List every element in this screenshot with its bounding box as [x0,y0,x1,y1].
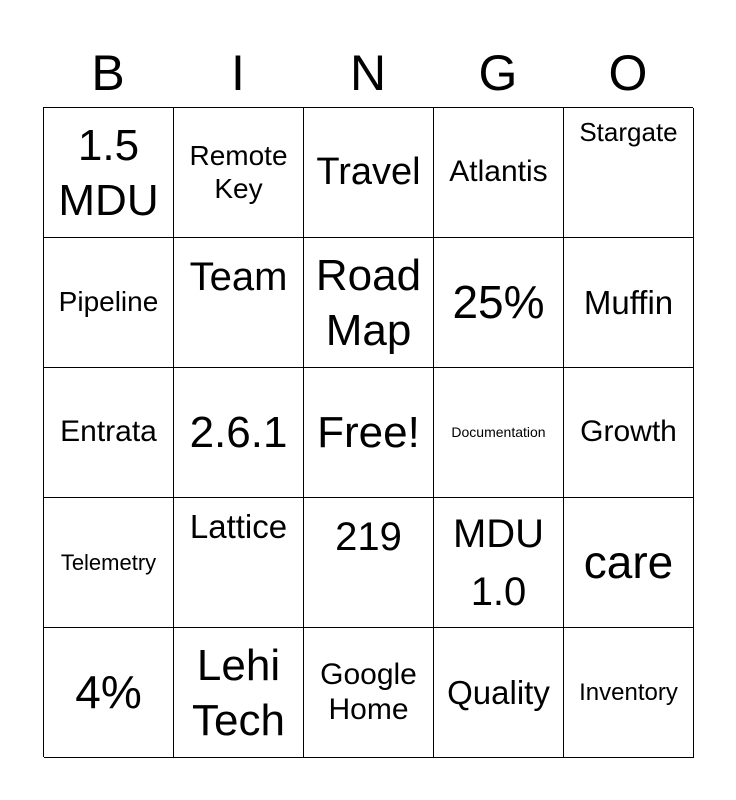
cell-label: Free! [317,408,420,457]
cell-label: Lattice [189,508,288,545]
cell-label: 2.6.1 [189,408,288,457]
bingo-header [43,40,693,106]
cell-label: Documentation [451,424,546,441]
bingo-cell[interactable] [44,368,174,498]
cell-label: MDU 1.0 [452,511,545,614]
cell-label: Inventory [579,678,678,706]
bingo-cell[interactable] [44,628,174,758]
bingo-cell[interactable] [434,368,564,498]
cell-label: Google Home [320,658,417,726]
bingo-cell[interactable] [304,498,434,628]
bingo-cell[interactable] [304,108,434,238]
header-letter-n: N [349,45,387,101]
bingo-cell[interactable] [174,238,304,368]
cell-label: Muffin [583,283,674,321]
cell-label: Stargate [579,117,678,147]
bingo-cell[interactable] [434,498,564,628]
bingo-cell[interactable] [304,368,434,498]
cell-label: 219 [335,515,402,559]
cell-label: Atlantis [449,155,548,189]
bingo-cell[interactable] [44,108,174,238]
header-letter-g: G [478,45,518,101]
bingo-cell[interactable] [434,628,564,758]
cell-label: Travel [316,150,421,193]
cell-label: Quality [447,673,550,711]
bingo-cell[interactable] [174,628,304,758]
cell-label: 4% [75,665,142,718]
bingo-board [43,107,693,757]
bingo-cell[interactable] [564,108,694,238]
cell-label: 1.5 MDU [58,120,159,225]
bingo-cell[interactable] [564,238,694,368]
cell-label: Pipeline [58,286,159,318]
bingo-cell[interactable] [174,368,304,498]
bingo-cell[interactable] [44,498,174,628]
bingo-cell[interactable] [564,498,694,628]
bingo-cell[interactable] [304,628,434,758]
cell-label: Telemetry [60,549,157,575]
cell-label: Team [189,255,288,299]
cell-label: Remote Key [189,140,288,204]
bingo-cell[interactable] [564,368,694,498]
header-letter-b: B [91,45,125,101]
cell-label: Lehi Tech [192,640,285,745]
bingo-cell[interactable] [174,108,304,238]
bingo-cell[interactable] [44,238,174,368]
header-letter-o: O [608,45,648,101]
bingo-cell[interactable] [174,498,304,628]
cell-label: Growth [580,415,677,449]
bingo-cell[interactable] [564,628,694,758]
cell-label: 25% [452,275,545,328]
cell-label: care [583,535,674,588]
bingo-cell[interactable] [434,238,564,368]
bingo-cell[interactable] [304,238,434,368]
cell-label: Entrata [60,415,157,449]
header-letter-i: I [231,45,245,101]
bingo-cell[interactable] [434,108,564,238]
cell-label: Road Map [315,250,422,355]
